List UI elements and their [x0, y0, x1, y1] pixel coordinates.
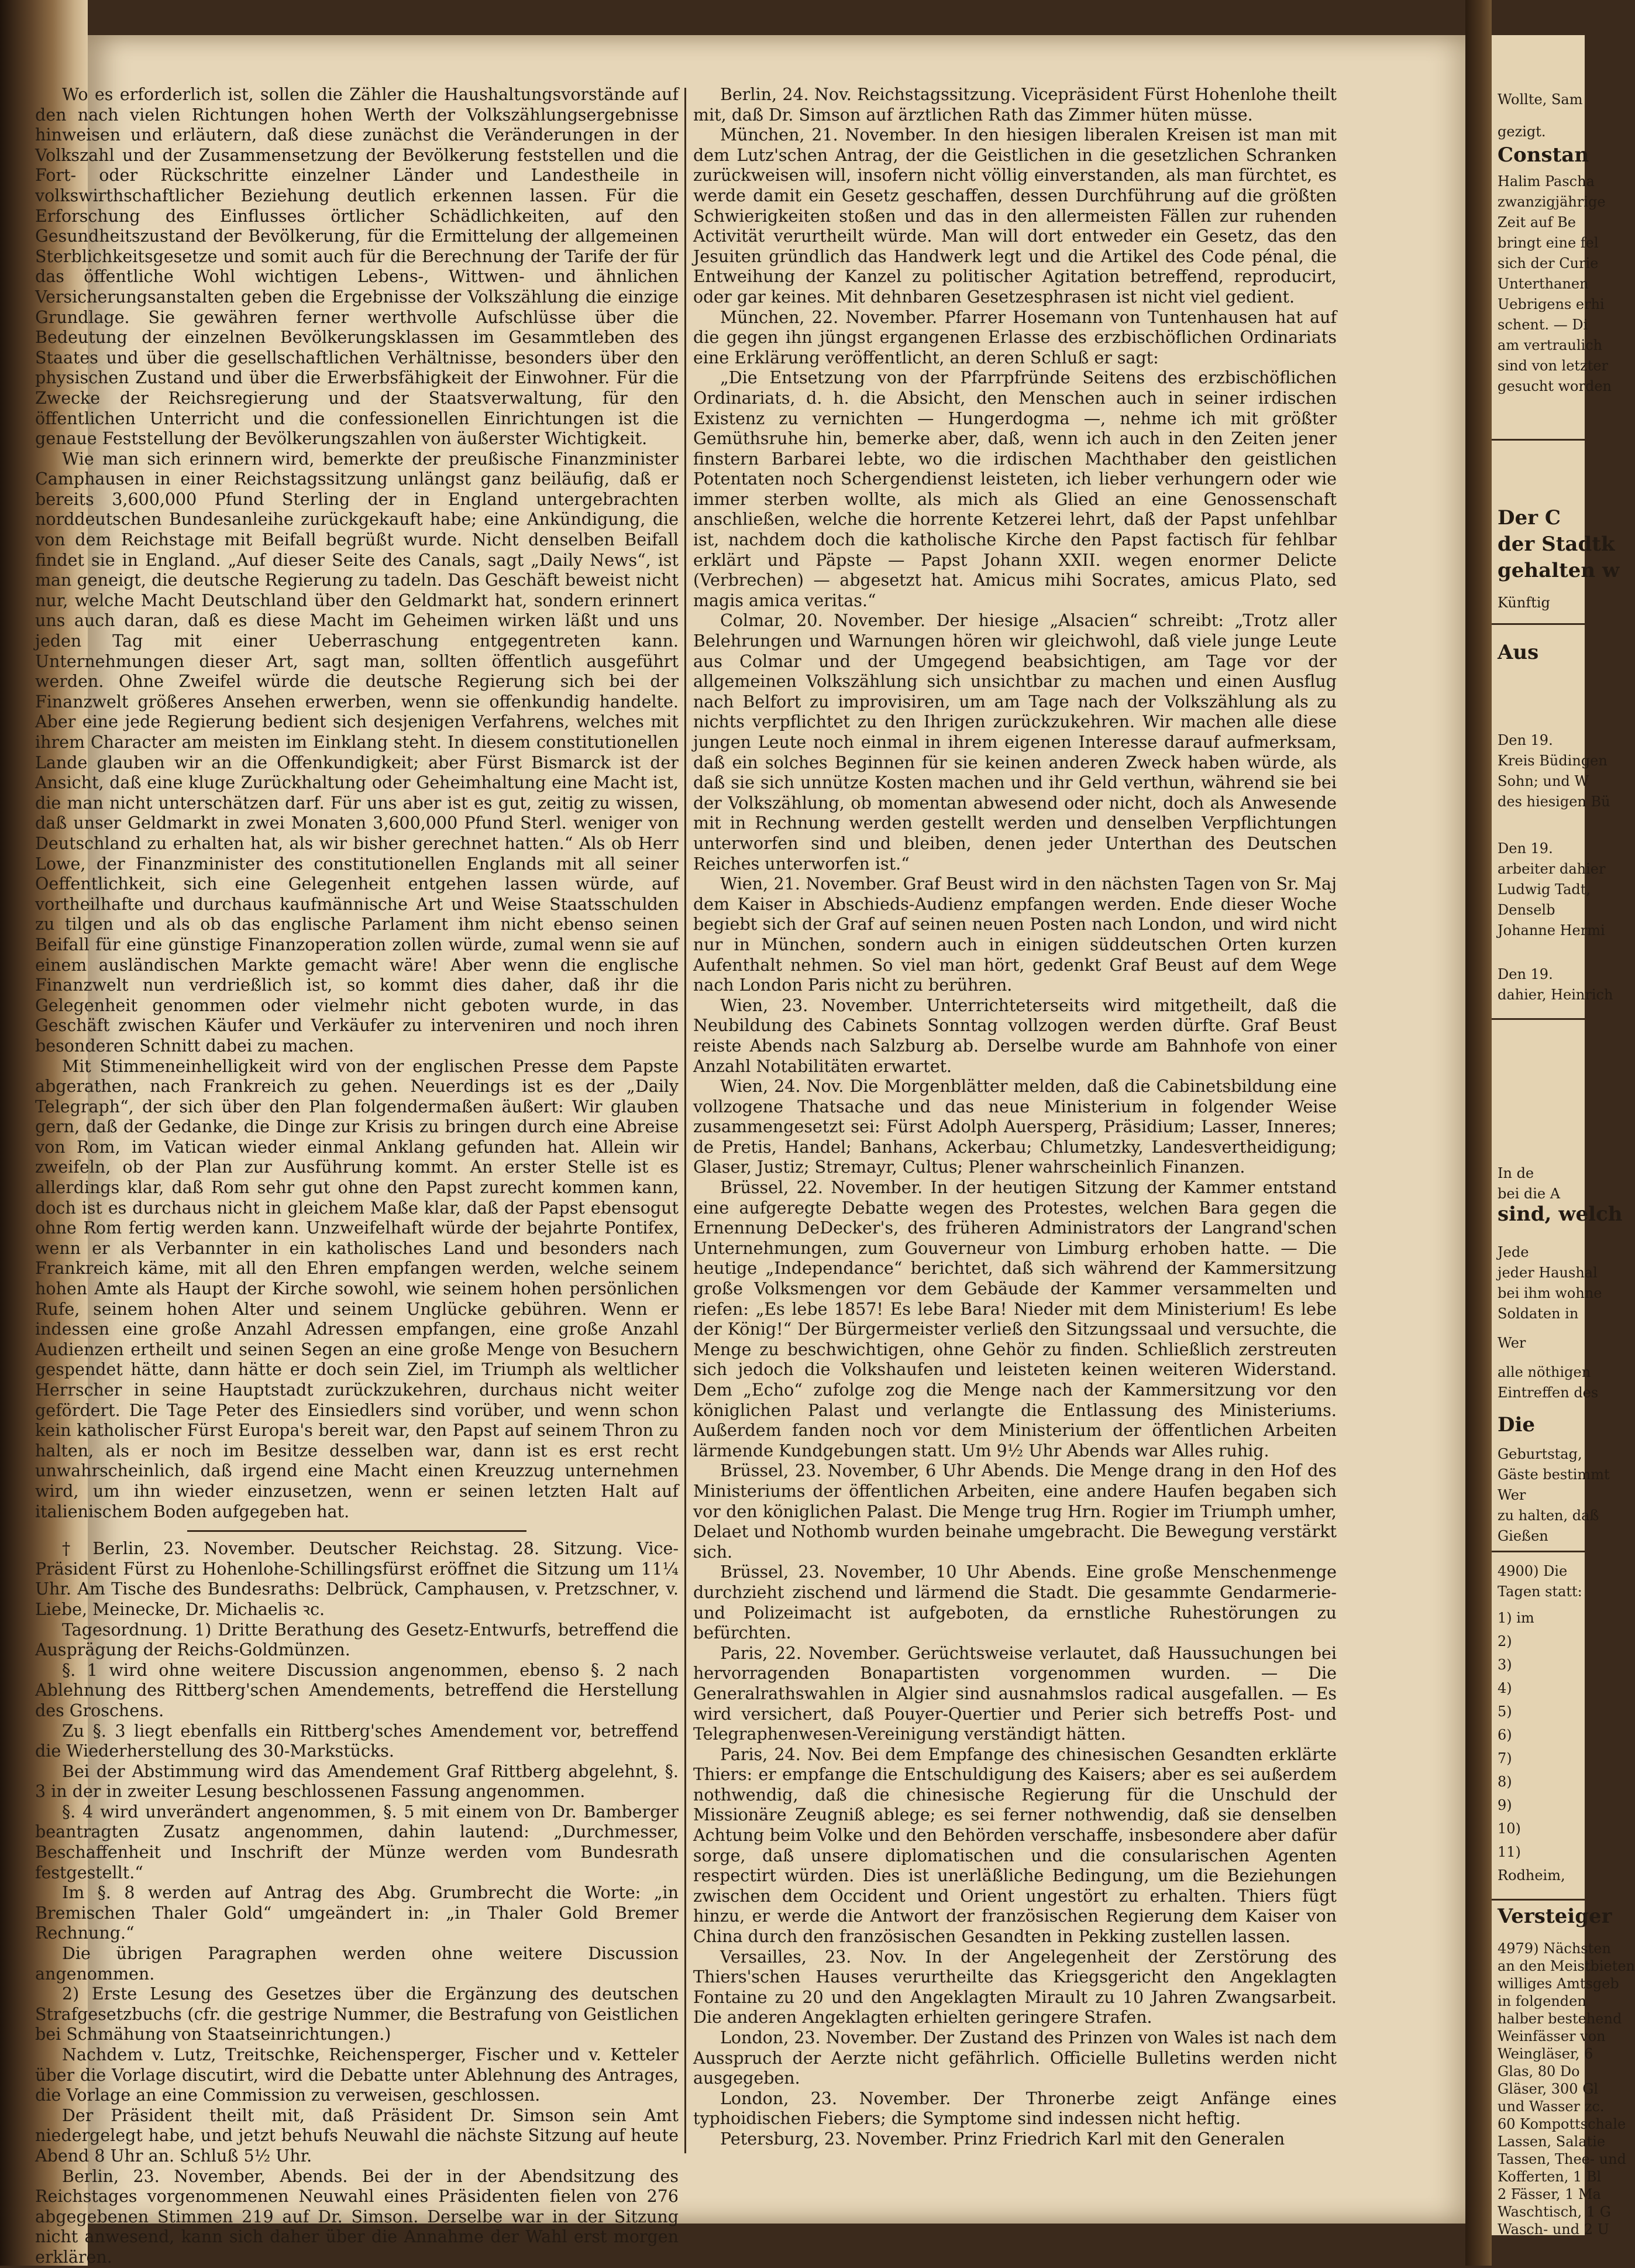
article-pope: Mit Stimmeneinhelligkeit wird von der englischen Presse dem Papste abgerathen, nach Frankreich zu gehen. Neuerdings ist es der „Daily Telegraph“, der sich über den Plan folgendermaßen äußert: Wir glauben gern, daß der Gedanke, die Dinge zur Krisis zu bringen durch eine Abreise von Rom, im Vatican wieder einmal Anklang gefunden hat. Allein wir zweifeln, ob der Plan zur Ausführung kommt. An erster Stelle ist es allerdings klar, daß Rom sehr gut ohne den Papst zurecht kommen kann, doch ist es durchaus nicht in gleichem Maße klar, daß der Papst ebensogut ohne Rom fertig werden kann. Unzweifelhaft würde der bejahrte Pontifex, wenn er als Verbannter in ein katholisches Land und besonders nach Frankreich käme, mit all den Ehren empfangen werden, welche seinem hohen Amte als Haupt der Kirche sowohl, wie seinem hohen persönlichen Rufe, seinem hohen Alter und seinem Unglücke gebühren. Wenn er indessen eine große Anzahl Adressen empfangen, eine große Anzahl Audienzen ertheilt und seinen Segen an eine große Menge von Besuchern gespendet hätte, dann hätte er doch sein Ziel, im Triumph als weltlicher Herrscher in seine Hauptstadt zurückzukehren, durchaus nicht weiter gefördert. Die Tage Peter des Einsiedlers sind vorüber, und wenn schon kein katholischer Fürst Europa's bereit war, den Papst auf seinem Thron zu halten, als er noch im Besitze desselben war, dann ist es erst recht unwahrscheinlich, daß irgend eine Macht einen Kreuzzug unternehmen wird, um ihn wieder einzusetzen, wenn er seinen letzten Halt auf italienischem Boden aufgegeben hat.: [35, 1056, 679, 1521]
news-wien-21: Wien, 21. November. Graf Beust wird in den nächsten Tagen von Sr. Maj dem Kaiser in Abschieds-Audienz empfangen werden. Ende dieser Woche begiebt sich der Graf auf seinen neuen Posten nach London, und wird nicht nur in München, sondern auch in einigen süddeutschen Orten kurzen Aufenthalt nehmen. So viel man hört, gedenkt Graf Beust auf dem Wege nach London Paris nicht zu berühren.: [693, 874, 1337, 995]
next-line: Glas, 80 Do: [1498, 2063, 1580, 2080]
next-line: Gießen: [1498, 1528, 1548, 1544]
news-colmar-20: Colmar, 20. November. Der hiesige „Alsacien“ schreibt: „Trotz aller Belehrungen und Warnungen hören wir gleichwohl, daß viele junge Leute aus Colmar und der Umgegend beabsichtigen, am Tage vor der allgemeinen Volkszählung sich unsichtbar zu machen und einen Ausflug nach Belfort zu improvisiren, um am Tage nach der Volkszählung als zu nichts verpflichtet zu den Ihrigen zurückzukehren. Wir machen alle diese jungen Leute noch einmal in ihrem eigenen Interesse darauf aufmerksam, daß ein solches Beginnen für sie keinen anderen Zweck haben würde, als daß sie sich unnütze Kosten machen und ihr Geld verthun, während sie bei der Volkszählung, ob momentan abwesend oder nicht, doch als Anwesende mit in Rechnung werden gestellt werden und denselben Verpflichtungen unterworfen sind und bleiben, denen jeder Unterthan des Deutschen Reiches unterworfen ist.“: [693, 611, 1337, 874]
next-line: sich der Curie: [1498, 255, 1599, 272]
next-heading: Die: [1498, 1413, 1536, 1437]
next-line: zwanzigjährige: [1498, 194, 1606, 210]
reichstag-para-7: 2) Erste Lesung des Gesetzes über die Ergänzung des deutschen Strafgesetzbuchs (cfr. die gestrige Nummer, die Bestrafung von Geistlichen bei Schmähung von Staatseinrichtungen.): [35, 1984, 679, 2044]
next-heading: sind, welch: [1498, 1202, 1623, 1226]
section-divider: [187, 1530, 526, 1532]
next-line: Wer: [1498, 1335, 1526, 1351]
column-rule: [684, 88, 686, 2153]
next-heading: Aus: [1498, 641, 1539, 664]
news-berlin-24: Berlin, 24. Nov. Reichstagssitzung. Vicepräsident Fürst Hohenlohe theilt mit, daß Dr. Simson auf ärztlichen Rath das Zimmer hüten müsse.: [693, 85, 1337, 125]
next-line: Kreis Büdingen: [1498, 752, 1608, 769]
next-rule: [1492, 1018, 1585, 1020]
next-line: Gläser, 300 Gl: [1498, 2081, 1599, 2097]
next-line: 2): [1498, 1633, 1512, 1650]
next-line: 9): [1498, 1797, 1512, 1813]
news-wien-23: Wien, 23. November. Unterrichteterseits wird mitgetheilt, daß die Neubildung des Cabinets Sonntag vollzogen werden dürfte. Graf Beust reiste Abends nach Salzburg ab. Derselbe wurde am Bahnhofe von einer Anzahl Notabilitäten erwartet.: [693, 995, 1337, 1076]
next-rule: [1492, 1899, 1585, 1901]
next-rule: [1492, 439, 1585, 441]
next-line: arbeiter dahier: [1498, 861, 1606, 877]
next-line: Künftig: [1498, 595, 1550, 611]
article-berlin-evening: Berlin, 23. November, Abends. Bei der in der Abendsitzung des Reichstages vorgenommenen Neuwahl eines Präsidenten fielen von 276 abgegebenen Stimmen 219 auf Dr. Simson. Derselbe war in der Sitzung nicht anwesend, kann sich daher über die Annahme der Wahl erst morgen erklären.: [35, 2166, 679, 2267]
next-line: Geburtstag,: [1498, 1446, 1582, 1462]
next-line: schent. — Di: [1498, 317, 1588, 333]
next-line: Waschtisch, 1 G: [1498, 2204, 1611, 2220]
news-petersburg-23: Petersburg, 23. November. Prinz Friedrich Karl mit den Generalen: [720, 2129, 1285, 2149]
next-line: Weingläser, 6: [1498, 2046, 1593, 2062]
next-line: Wollte, Sam: [1498, 91, 1583, 108]
next-heading: Constan: [1498, 143, 1589, 167]
news-bruessel-22: Brüssel, 22. November. In der heutigen Sitzung der Kammer entstand eine aufgeregte Debatte wegen des Protestes, welchen Bara gegen die Ernennung DeDecker's, des früheren Administrators der Langrand'schen Unternehmungen, zum Gouverneur von Limburg erhoben hatte. — Die heutige „Independance“ berichtet, daß sich während der Kammersitzung große Volksmengen vor dem Gebäude der Kammer versammelten und riefen: „Es lebe 1857! Es lebe Bara! Nieder mit dem Ministerium! Es lebe der König!“ Der Bürgermeister verließ den Sitzungssaal und versuchte, die Menge zu beschwichtigen, ohne Gehör zu finden. Schließlich zerstreuten sich jedoch die Volkshaufen und leisteten keinen weiteren Widerstand. Dem „Echo“ zufolge zog die Menge nach der Kammersitzung vor den königlichen Palast und verlangte die Entlassung des Ministeriums. Außerdem fanden noch vor dem Ministerium der öffentlichen Arbeiten lärmende Kundgebungen statt. Um 9½ Uhr Abends war Alles ruhig.: [693, 1178, 1337, 1461]
next-line: 11): [1498, 1844, 1521, 1860]
next-line: Wasch- und 2 U: [1498, 2221, 1609, 2238]
next-heading: Versteiger: [1498, 1905, 1612, 1928]
next-line: zu halten, daß: [1498, 1507, 1599, 1524]
next-line: Weinfässer von: [1498, 2028, 1606, 2044]
reichstag-para-9: Der Präsident theilt mit, daß Präsident Dr. Simson sein Amt niedergelegt habe, und jetzt behufs Neuwahl die nächste Sitzung auf heute Abend 8 Uhr an. Schluß 5½ Uhr.: [35, 2105, 679, 2166]
next-line: Johanne Hermi: [1498, 922, 1605, 939]
next-line: Den 19.: [1498, 840, 1553, 857]
article-camphausen: Wie man sich erinnern wird, bemerkte der preußische Finanzminister Camphausen in einer Reichstagssitzung unlängst ganz beiläufig, daß er bereits 3,600,000 Pfund Sterling der in England untergebrachten norddeutschen Bundesanleihe zurückgekauft habe; eine Ankündigung, die von dem Reichstage mit Beifall begrüßt wurde. Nicht denselben Beifall findet sie in England. „Auf dieser Seite des Canals, sagt „Daily News“, ist man geneigt, die deutsche Regierung zu tadeln. Das Geschäft beweist nicht nur, welche Macht Deutschland über den Geldmarkt hat, sondern erinnert uns auch daran, daß es diese Macht im Geheimen wirken läßt und uns jeden Tag mit einer Ueberraschung entgegentreten kann. Unternehmungen dieser Art, sagt man, sollten öffentlich ausgeführt werden. Ohne Zweifel würde die deutsche Regierung sich bei der Finanzwelt größeres Ansehen erwerben, wenn sie offenkundig handelte. Aber eine jede Regierung bedient sich desjenigen Verfahrens, welches mit ihrem Character am meisten im Einklang steht. In diesem constitutionellen Lande glauben wir an die Offenkundigkeit; aber Fürst Bismarck ist der Ansicht, daß eine kluge Zurückhaltung oder Geheimhaltung eine Macht ist, die man nicht unterschätzen darf. Für uns aber ist es gut, zeitig zu wissen, daß unser Geldmarkt in zwei Monaten 3,600,000 Pfund Sterl. weniger von Deutschland zu erhalten hat, als wir bisher gerechnet hatten.“ Als ob Herr Lowe, der Finanzminister des constitutionellen Englands mit all seiner Oeffentlichkeit, sich eine Gelegenheit entgehen lassen würde, auf vortheilhafte und durchaus kaufmännische Art und Weise Staatsschulden zu tilgen und als ob das englische Parlament ihm nicht ebenso seinen Beifall für eine günstige Finanzoperation zollen würde, zumal wenn sie auf einem ausländischen Markte gemacht wäre! Aber wenn die englische Finanzwelt nun verdrießlich ist, so kommt dies daher, daß ihr die Gelegenheit genommen oder vielmehr nicht geboten wurde, in das Geschäft zwischen Käufer und Verkäufer zu interveniren und noch ihren besonderen Schnitt dabei zu machen.: [35, 449, 679, 1056]
next-line: In de: [1498, 1165, 1534, 1181]
next-line: und Wasser zc.: [1498, 2098, 1605, 2115]
next-line: bringt eine fel: [1498, 235, 1599, 251]
news-bruessel-23-6: Brüssel, 23. November, 6 Uhr Abends. Die Menge drang in den Hof des Ministeriums der öffentlichen Arbeiten, eine andere Haufen begaben sich vor den königlichen Palast. Die Menge trug Hrn. Rogier im Triumph umher, Delaet und Nothomb wurden beinahe umgebracht. Die Bewegung verstärkt sich.: [693, 1461, 1337, 1562]
reichstag-para-5: Im §. 8 werden auf Antrag des Abg. Grumbrecht die Worte: „in Bremischen Thaler Gold“ umgeändert in: „in Thaler Gold Bremer Rechnung.“: [35, 1883, 679, 1943]
next-line: 4979) Nächsten: [1498, 1940, 1611, 1957]
next-line: Kofferten, 1 Bl: [1498, 2169, 1602, 2185]
next-line: 1) im: [1498, 1610, 1534, 1626]
next-line: Unterthanen: [1498, 276, 1589, 292]
next-line: Halim Pascha: [1498, 173, 1595, 190]
news-versailles-23: Versailles, 23. Nov. In der Angelegenheit der Zerstörung des Thiers'schen Hauses verurtheilte das Kriegsgericht den Angeklagten Fontaine zu 20 und den Angeklagten Mirault zu 10 Jahren Zwangsarbeit. Die anderen Angeklagten erhielten geringere Strafen.: [693, 1947, 1337, 2028]
next-line: des hiesigen Bü: [1498, 793, 1610, 810]
next-heading: der Stadtk: [1498, 532, 1615, 556]
next-line: Zeit auf Be: [1498, 214, 1576, 231]
next-line: 6): [1498, 1727, 1512, 1743]
reichstag-para-1: §. 1 wird ohne weitere Discussion angenommen, ebenso §. 2 nach Ablehnung des Rittberg'schen Amendements, betreffend die Herstellung des Groschens.: [35, 1660, 679, 1720]
next-line: an den Meistbieten: [1498, 1958, 1635, 1974]
next-line: Den 19.: [1498, 732, 1553, 748]
next-line: am vertraulich: [1498, 337, 1603, 353]
next-line: 7): [1498, 1750, 1512, 1767]
next-line: Soldaten in: [1498, 1305, 1579, 1322]
next-line: Lassen, Salatie: [1498, 2133, 1606, 2150]
book-gutter: [1465, 0, 1492, 2266]
next-line: dahier, Heinrich: [1498, 987, 1613, 1003]
news-muenchen-22: München, 22. November. Pfarrer Hosemann von Tuntenhausen hat auf die gegen ihn jüngst ergangenen Erlasse des erzbischöflichen Ordinariats eine Erklärung veröffentlicht, an deren Schluß er sagt:: [693, 307, 1337, 367]
next-line: Sohn; und W: [1498, 773, 1589, 789]
next-line: Denselb: [1498, 902, 1555, 918]
reichstag-para-6: Die übrigen Paragraphen werden ohne weitere Discussion angenommen.: [35, 1944, 679, 1984]
next-line: Tagen statt:: [1498, 1583, 1582, 1600]
next-line: Tassen, Thee- und: [1498, 2151, 1626, 2167]
next-line: bei ihm wohne: [1498, 1285, 1602, 1301]
next-line: Wer: [1498, 1487, 1526, 1503]
next-line: 10): [1498, 1820, 1521, 1837]
next-line: in folgenden: [1498, 1993, 1586, 2009]
next-line: Rodheim,: [1498, 1867, 1565, 1884]
next-heading: Der C: [1498, 506, 1561, 530]
next-rule: [1492, 1551, 1585, 1552]
reichstag-para-4: §. 4 wird unverändert angenommen, §. 5 mit einem von Dr. Bamberger beantragten Zusatz angenommen, dahin lautend: „Durchmesser, Beschaffenheit und Inschrift der Münze werden vom Bundesrath festgestellt.“: [35, 1802, 679, 1882]
news-paris-24: Paris, 24. Nov. Bei dem Empfange des chinesischen Gesandten erklärte Thiers: er empfange die Entschuldigung des Kaisers; aber es sei außerdem nothwendig, daß die chinesische Regierung für die Unschuld der Missionäre Zeugniß ablege; es sei ferner nothwendig, daß sie denselben Achtung beim Volke und den Behörden verschaffe, insbesondere aber dafür sorge, daß unsere diplomatischen und die consularischen Agenten respectirt würden. Dies ist unerläßliche Bedingung, um die Beziehungen zwischen dem Occident und Orient ungestört zu erhalten. Thiers fügt hinzu, er werde die Antwort der französischen Regierung dem Kaiser von China durch den französischen Gesandten in Pekking zustellen lassen.: [693, 1744, 1337, 1947]
left-column: [35, 85, 679, 2267]
next-line: halber bestehend: [1498, 2011, 1622, 2027]
reichstag-para-8: Nachdem v. Lutz, Treitschke, Reichensperger, Fischer und v. Ketteler über die Vorlage discutirt, wird die Debatte unter Ablehnung des Antrages, die Vorlage an eine Commission zu verweisen, geschlossen.: [35, 2045, 679, 2105]
next-line: Ludwig Tadt,: [1498, 881, 1591, 898]
next-line: Eintreffen des: [1498, 1384, 1599, 1401]
news-wien-24: Wien, 24. Nov. Die Morgenblätter melden, daß die Cabinetsbildung eine vollzogene Thatsache und das neue Ministerium in folgender Weise zusammengesetzt sei: Fürst Adolph Auersperg, Präsidium; Lasser, Inneres; de Pretis, Handel; Banhans, Ackerbau; Chlumetzky, Landesvertheidigung; Glaser, Justiz; Stremayr, Cultus; Plener wahrscheinlich Finanzen.: [693, 1077, 1337, 1177]
news-london-23-a: London, 23. November. Der Zustand des Prinzen von Wales ist nach dem Ausspruch der Aerzte nicht gefährlich. Officielle Bulletins werden nicht ausgegeben.: [693, 2028, 1337, 2088]
next-line: Jede: [1498, 1244, 1529, 1260]
next-line: gezigt.: [1498, 123, 1546, 140]
reichstag-report-heading: † Berlin, 23. November. Deutscher Reichstag. 28. Sitzung. Vice-Präsident Fürst zu Hohenlohe-Schillingsfürst eröffnet die Sitzung um 11¼ Uhr. Am Tische des Bundesraths: Delbrück, Camphausen, v. Pretzschner, v. Liebe, Meinecke, Dr. Michaelis ꝛc.: [35, 1539, 679, 1619]
news-bruessel-23-10: Brüssel, 23. November, 10 Uhr Abends. Eine große Menschenmenge durchzieht zischend und lärmend die Stadt. Die gesammte Gendarmerie- und Polizeimacht ist aufgeboten, da ernstliche Ruhestörungen zu befürchten.: [693, 1562, 1337, 1643]
next-line: 60 Kompottschale: [1498, 2116, 1626, 2132]
news-muenchen-quote: „Die Entsetzung von der Pfarrpfründe Seitens des erzbischöflichen Ordinariats, d. h. die Absicht, den Menschen auch in seiner irdischen Existenz zu vernichten — Hungerdogma —, nehme ich mit größter Gemüthsruhe hin, bemerke aber, daß, wenn ich auch in den Zeiten jener finstern Barbarei lebte, wo die irdischen Machthaber den geistlichen Potentaten noch Schergendienst leisteten, ich lieber verhungern oder wie immer sterben wollte, als mich als Glied an eine Genossenschaft anschließen, welche die horrente Ketzerei lehrt, daß der Papst unfehlbar ist, nachdem doch die katholische Kirche den Papst factisch für fehlbar erklärt und Päpste — Papst Johann XXII. wegen enormer Delicte (Verbrechen) — abgesetzt hat. Amicus mihi Socrates, amicus Plato, sed magis amica veritas.“: [693, 368, 1337, 610]
next-line: bei die A: [1498, 1185, 1561, 1202]
reichstag-para-2: Zu §. 3 liegt ebenfalls ein Rittberg'sches Amendement vor, betreffend die Wiederherstellung des 30-Markstücks.: [35, 1721, 679, 1761]
right-column: [693, 85, 1337, 2156]
reichstag-agenda: Tagesordnung. 1) Dritte Berathung des Gesetz-Entwurfs, betreffend die Ausprägung der Reichs-Goldmünzen.: [35, 1620, 679, 1660]
news-london-23-b: London, 23. November. Der Thronerbe zeigt Anfänge eines typhoidischen Fiebers; die Symptome sind indessen nicht heftig.: [693, 2088, 1337, 2129]
next-line: gesucht worden: [1498, 378, 1612, 394]
next-heading: gehalten w: [1498, 559, 1620, 582]
next-line: alle nöthigen: [1498, 1364, 1591, 1380]
next-line: Den 19.: [1498, 966, 1553, 982]
next-line: 2 Fässer, 1 Ma: [1498, 2186, 1601, 2202]
next-line: 4): [1498, 1680, 1512, 1696]
next-line: sind von letzter: [1498, 358, 1609, 374]
news-paris-22: Paris, 22. November. Gerüchtsweise verlautet, daß Haussuchungen bei hervorragenden Bonapartisten vorgenommen wurden. — Die Generalrathswahlen in Algier sind ausnahmslos radical ausgefallen. — Es wird versichert, daß Pouyer-Quertier und Perier sich betreffs Post- und Telegraphenwesen-Vereinigung verständigt hätten.: [693, 1643, 1337, 1744]
next-line: jeder Haushal: [1498, 1264, 1598, 1281]
next-line: Uebrigens erhi: [1498, 296, 1605, 312]
adjacent-page-fragment: [1492, 35, 1635, 2238]
news-muenchen-21: München, 21. November. In den hiesigen liberalen Kreisen ist man mit dem Lutz'schen Antrag, der die Geistlichen in die gesetzlichen Schranken zurückweisen will, insofern nicht völlig einverstanden, als man fürchtet, es werde damit ein Gesetz geschaffen, dessen Durchführung auf die größten Schwierigkeiten stoßen und das in den allermeisten Fällen zur ruhenden Activität verurtheilt würde. Man will dort entweder ein Gesetz, das den Jesuiten gründlich das Handwerk legt und die Artikel des Code pénal, die Entweihung der Kanzel zu politischer Agitation betreffend, reproducirt, oder gar keines. Mit dehnbaren Gesetzesphrasen ist nicht viel gedient.: [693, 125, 1337, 307]
next-rule: [1492, 623, 1585, 625]
next-line: 5): [1498, 1703, 1512, 1720]
reichstag-para-3: Bei der Abstimmung wird das Amendement Graf Rittberg abgelehnt, §. 3 in der in zweiter Lesung beschlossenen Fassung angenommen.: [35, 1761, 679, 1802]
next-line: williges Amtsgeb: [1498, 1975, 1619, 1992]
next-line: 8): [1498, 1774, 1512, 1790]
next-line: 3): [1498, 1657, 1512, 1673]
next-line: Gäste bestimmt: [1498, 1466, 1610, 1483]
next-line: 4900) Die: [1498, 1563, 1568, 1579]
article-census: Wo es erforderlich ist, sollen die Zähler die Haushaltungsvorstände auf den nach vielen Richtungen hohen Werth der Volkszählungsergebnisse hinweisen und erläutern, daß diese zunächst die Veränderungen in der Volkszahl und der Zusammensetzung der Bevölkerung feststellen und die Fort- oder Rückschritte einzelner Länder und Landestheile in volkswirthschaftlicher Beziehung deutlich erkennen lassen. Für die Erforschung des Einflusses örtlicher Schädlichkeiten, auf den Gesundheitszustand der Bevölkerung, für die Ermittelung der allgemeinen Sterblichkeitsgesetze und somit auch für die Berechnung der Tarife der für das öffentliche Wohl wichtigen Lebens-, Wittwen- und ähnlichen Versicherungsanstalten geben die Ergebnisse der Volkszählung die einzige Grundlage. Sie gewähren ferner werthvolle Aufschlüsse über die Bedeutung der einzelnen Bevölkerungsklassen im Gesammtleben des Staates und über die gesellschaftlichen Verhältnisse, besonders über den physischen Zustand und über die Erwerbsfähigkeit der Einwohner. Für die Zwecke der Reichsregierung und der Staatsverwaltung, für den öffentlichen Unterricht und die confessionellen Einrichtungen ist die genaue Feststellung der Bevölkerungszahlen von äußerster Wichtigkeit.: [35, 85, 679, 449]
